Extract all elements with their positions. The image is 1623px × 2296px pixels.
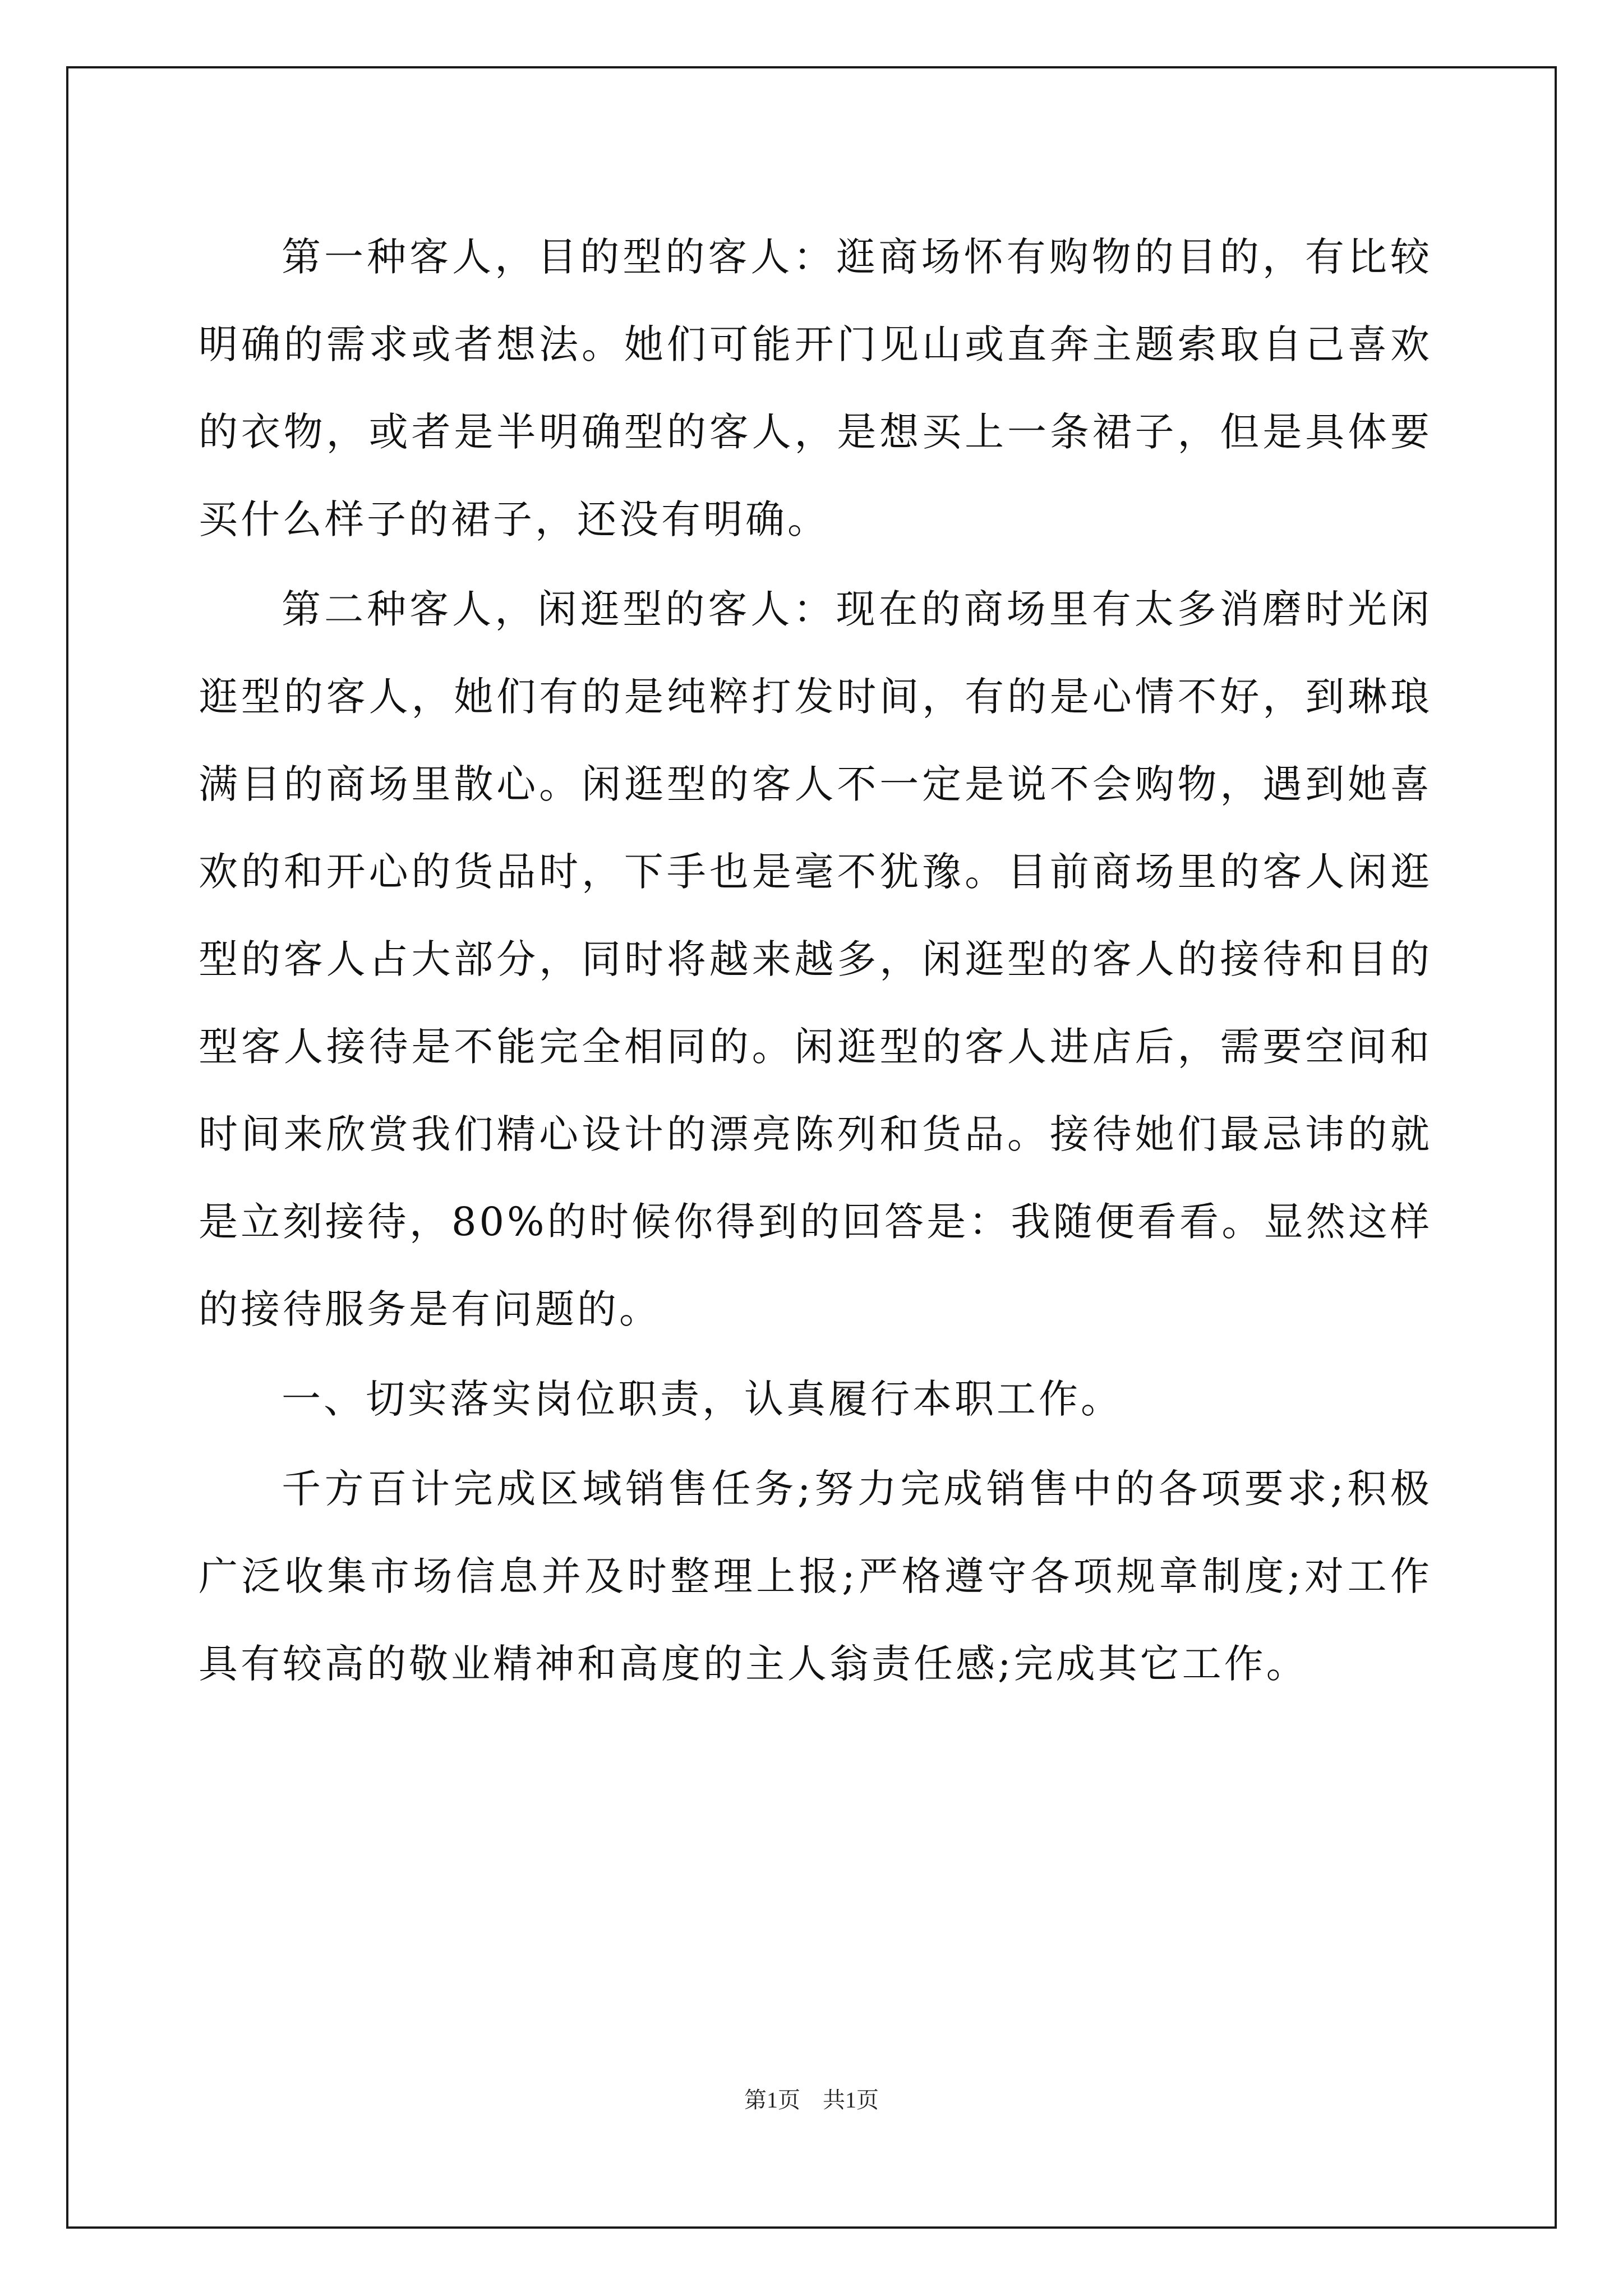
paragraph-duties: 千方百计完成区域销售任务;努力完成销售中的各项要求;积极广泛收集市场信息并及时整理上报;严格遵守各项规章制度;对工作具有较高的敬业精神和高度的主人翁责任感;完成其它工作。 xyxy=(199,1466,1432,1687)
paragraph-section-heading: 一、切实落实岗位职责，认真履行本职工作。 xyxy=(282,1376,1123,1422)
paragraph-customer-type-1: 第一种客人，目的型的客人：逛商场怀有购物的目的，有比较明确的需求或者想法。她们可能开门见山或直奔主题索取自己喜欢的衣物，或者是半明确型的客人，是想买上一条裙子，但是具体要买什么样子的裙子，还没有明确。 xyxy=(199,234,1432,542)
paragraph-customer-type-2: 第二种客人，闲逛型的客人：现在的商场里有太多消磨时光闲逛型的客人，她们有的是纯粹打发时间，有的是心情不好，到琳琅满目的商场里散心。闲逛型的客人不一定是说不会购物，遇到她喜欢的和开心的货品时，下手也是毫不犹豫。目前商场里的客人闲逛型的客人占大部分，同时将越来越多，闲逛型的客人的接待和目的型客人接待是不能完全相同的。闲逛型的客人进店后，需要空间和时间来欣赏我们精心设计的漂亮陈列和货品。接待她们最忌讳的就是立刻接待，80%的时候你得到的回答是：我随便看看。显然这样的接待服务是有问题的。 xyxy=(199,586,1432,1332)
document-body xyxy=(199,213,1432,1708)
page-number-footer: 第1页 共1页 xyxy=(744,2087,879,2113)
